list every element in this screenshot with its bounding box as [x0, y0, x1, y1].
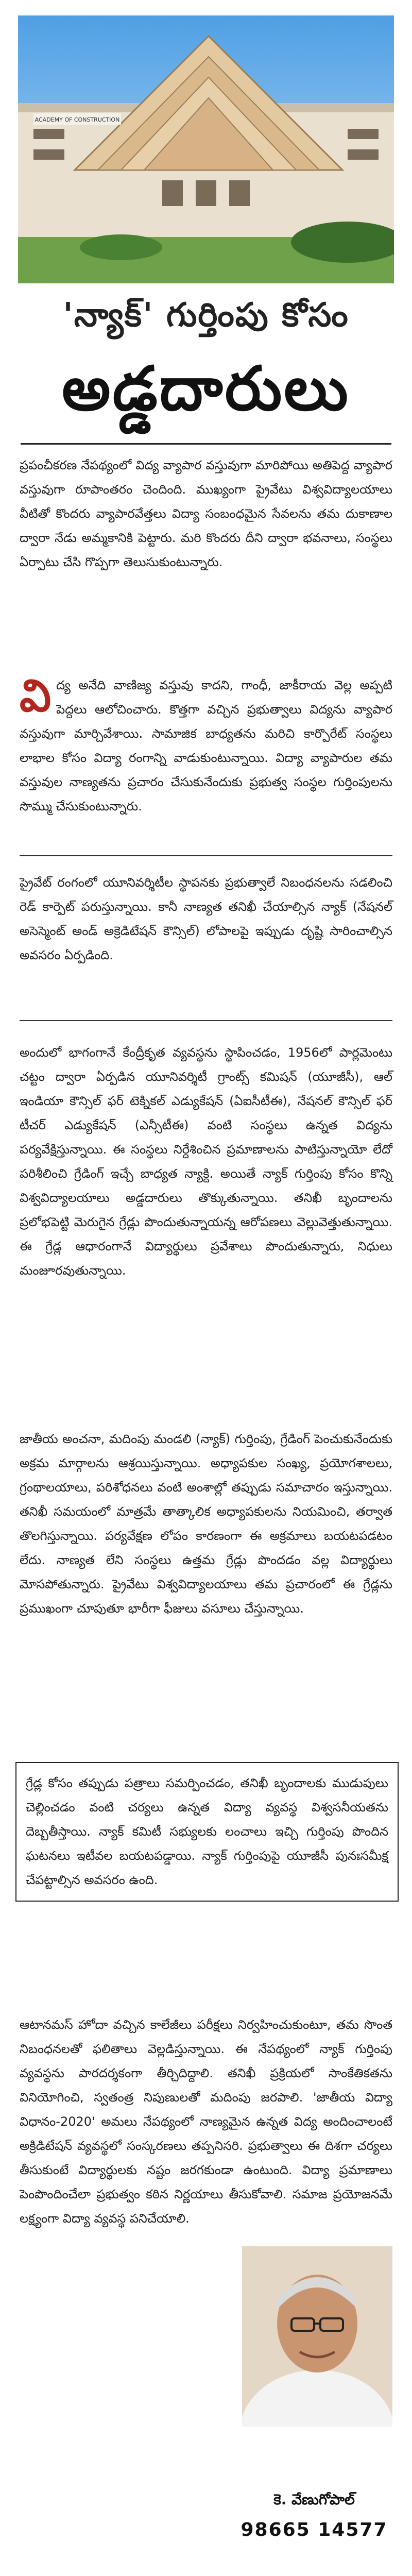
paragraph-1-text: ద్య అనేది వాణిజ్య వస్తువు కాదని, గాంధీ, జాకీరాయ వెల్ల అప్పటి పెద్దలు ఆలోచించారు. కొత్తగా వచ్చిన ప్రభుత్వాలు విద్యను వ్యాపార వస్తువుగా మార్చివేశాయి. సామాజిక బాధ్యతను మరిచి కార్పొరేట్ సంస్థలు లాభాల కోసం విద్యా రంగాన్ని వాడుకుంటున్నాయి. విద్యా వ్యాపారుల తమ వస్తువుల నాణ్యతను ప్రచారం చేసుకునేందుకు ప్రభుత్వ సంస్థల గుర్తింపులను సొమ్ము చేసుకుంటున్నారు. [20, 678, 392, 814]
pull-quote-text: గ్రేడ్ల కోసం తప్పుడు పత్రాలు సమర్పించడం, తనిఖీ బృందాలకు ముడుపులు చెల్లించడం వంటి చర్యలు ఉన్నత విద్యా వ్యవస్థ విశ్వసనీయతను దెబ్బతీస్తాయి. న్యాక్ కమిటీ సభ్యులకు లంచాలు ఇచ్చి గుర్తింపు పొందిన ఘటనలు ఇటీవల బయటపడ్డాయి. న్యాక్ గుర్తింపుపై యూజీసీ పునఃసమీక్ష చేపట్టాల్సిన అవసరం ఉంది. [26, 1776, 388, 1887]
headline-divider [21, 443, 391, 445]
section-divider [20, 855, 392, 856]
author-photo [242, 2246, 392, 2427]
author-name: కె. వేణుగోపాల్ [273, 2491, 355, 2508]
article-paragraph-2: ప్రైవేట్ రంగంలో యూనివర్శిటీల స్థాపనకు ప్రభుత్వాలే నిబంధనలను సడలించి రెడ్ కార్పెట్ పరుస్తున్నాయి. కానీ నాణ్యత తనిఖీ చేయాల్సిన న్యాక్ (నేషనల్ అసెస్మెంట్ అండ్ అక్రెడిటేషన్ కౌన్సిల్) లోపాలపై ఇప్పుడు దృష్టి సారించాల్సిన అవసరం ఏర్పడింది. [20, 875, 392, 962]
author-phone: 98665 14577 [241, 2519, 388, 2540]
article-paragraph-4: జాతీయ అంచనా, మదింపు మండలి (న్యాక్) గుర్తింపు, గ్రేడింగ్ పెంచుకునేందుకు అక్రమ మార్గాలను ఆశ్రయిస్తున్నాయి. అధ్యాపకుల సంఖ్య, ప్రయోగశాలలు, గ్రంథాలయాలు, పరిశోధనలు వంటి అంశాల్లో తప్పుడు సమాచారం ఇస్తున్నాయి. తనిఖీ సమయంలో మాత్రమే తాత్కాలిక అధ్యాపకులను నియమించి, తర్వాత తొలగిస్తున్నాయి. పర్యవేక్షణ లోపం కారణంగా ఈ అక్రమాలు బయటపడటం లేదు. నాణ్యత లేని సంస్థలు ఉత్తమ గ్రేడ్లు పొందడం వల్ల విద్యార్థులు మోసపోతున్నారు. ప్రైవేటు విశ్వవిద్యాలయాలు తమ ప్రచారంలో ఈ గ్రేడ్లను ప్రముఖంగా చూపుతూ భారీగా ఫీజులు వసూలు చేస్తున్నాయి. [20, 1432, 392, 1616]
section-divider [20, 1020, 392, 1021]
pull-quote-box [15, 1762, 399, 1902]
article-intro: ప్రపంచీకరణ నేపథ్యంలో విద్య వ్యాపార వస్తువుగా మారిపోయి అతిపెద్ద వ్యాపార వస్తువుగా రూపాంతరం చెందింది. ముఖ్యంగా ప్రైవేటు విశ్వవిద్యాలయాలు వీటితో కొందరు వ్యాపారవేత్తలు విద్యా సంబంధమైన సేవలను తమ దుకాణాల ద్వారా నేడు అమ్మకానికి పెట్టారు. మరి కొందరు దీని ద్వారా భవనాలు, సంస్థలు ఏర్పాటు చేసి గొప్పగా తెలుసుకుంటున్నారు. [20, 458, 392, 569]
building-photo [18, 15, 394, 283]
article-paragraph-5 [20, 1989, 392, 2231]
article-paragraph-1 [20, 649, 392, 819]
headline-main: అడ్డదారులు [62, 353, 350, 424]
drop-cap: వి [20, 670, 52, 722]
building-sign: ACADEMY OF CONSTRUCTION [35, 116, 120, 123]
article-paragraph-3: అందులో భాగంగానే కేంద్రీకృత వ్యవస్థను స్థాపించడం, 1956లో పార్లమెంటు చట్టం ద్వారా ఏర్పడిన యూనివర్శిటీ గ్రాంట్స్ కమిషన్ (యూజీసీ), ఆల్ ఇండియా కౌన్సిల్ ఫర్ టెక్నికల్ ఎడ్యుకేషన్ (ఏఐసీటీఈ), నేషనల్ కౌన్సిల్ ఫర్ టీచర్ ఎడ్యుకేషన్ (ఎన్సీటీఈ) వంటి సంస్థలు ఉన్నత విద్యను పర్యవేక్షిస్తున్నాయి. ఈ సంస్థలు నిర్దేశించిన ప్రమాణాలను పాటిస్తున్నాయో లేదో పరిశీలించి గ్రేడింగ్ ఇచ్చే బాధ్యత న్యాక్ది. అయితే న్యాక్ గుర్తింపు కోసం కొన్ని విశ్వవిద్యాలయాలు అడ్డదారులు తొక్కుతున్నాయి. తనిఖీ బృందాలను ప్రలోభపెట్టి మెరుగైన గ్రేడ్లు పొందుతున్నాయన్న ఆరోపణలు వెల్లువెత్తుతున్నాయి. ఈ గ్రేడ్ల ఆధారంగానే విద్యార్థులు ప్రవేశాలు పొందుతున్నారు, నిధులు మంజూరవుతున్నాయి. [20, 1045, 392, 1278]
paragraph-5-text: ఆటానమస్ హోదా వచ్చిన కాలేజీలు పరీక్షలు నిర్వహించుకుంటూ, తమ సొంత నిబంధనలతో ఫలితాలు వెల్లడిస్తున్నాయి. ఈ నేపథ్యంలో న్యాక్ గుర్తింపు వ్యవస్థను పారదర్శకంగా తీర్చిదిద్దాలి. తనిఖీ ప్రక్రియలో సాంకేతికతను వినియోగించి, స్వతంత్ర నిపుణులతో మదింపు జరపాలి. 'జాతీయ విద్యా విధానం-2020' అమలు నేపథ్యంలో నాణ్యమైన ఉన్నత విద్య అందించాలంటే అక్రిడిటేషన్ వ్యవస్థలో సంస్కరణలు తప్పనిసరి. ప్రభుత్వాలు ఈ దిశగా చర్యలు తీసుకుంటే విద్యార్థులకు నష్టం జరగకుండా ఉంటుంది. విద్యా ప్రమాణాలు పెంపొందించేలా ప్రభుత్వం కఠిన నిర్ణయాలు తీసుకోవాలి. సమాజ ప్రయోజనమే లక్ష్యంగా విద్యా వ్యవస్థ పనిచేయాలి. [20, 2018, 392, 2226]
headline-kicker: 'న్యాక్' గుర్తింపు కోసం [63, 296, 349, 334]
